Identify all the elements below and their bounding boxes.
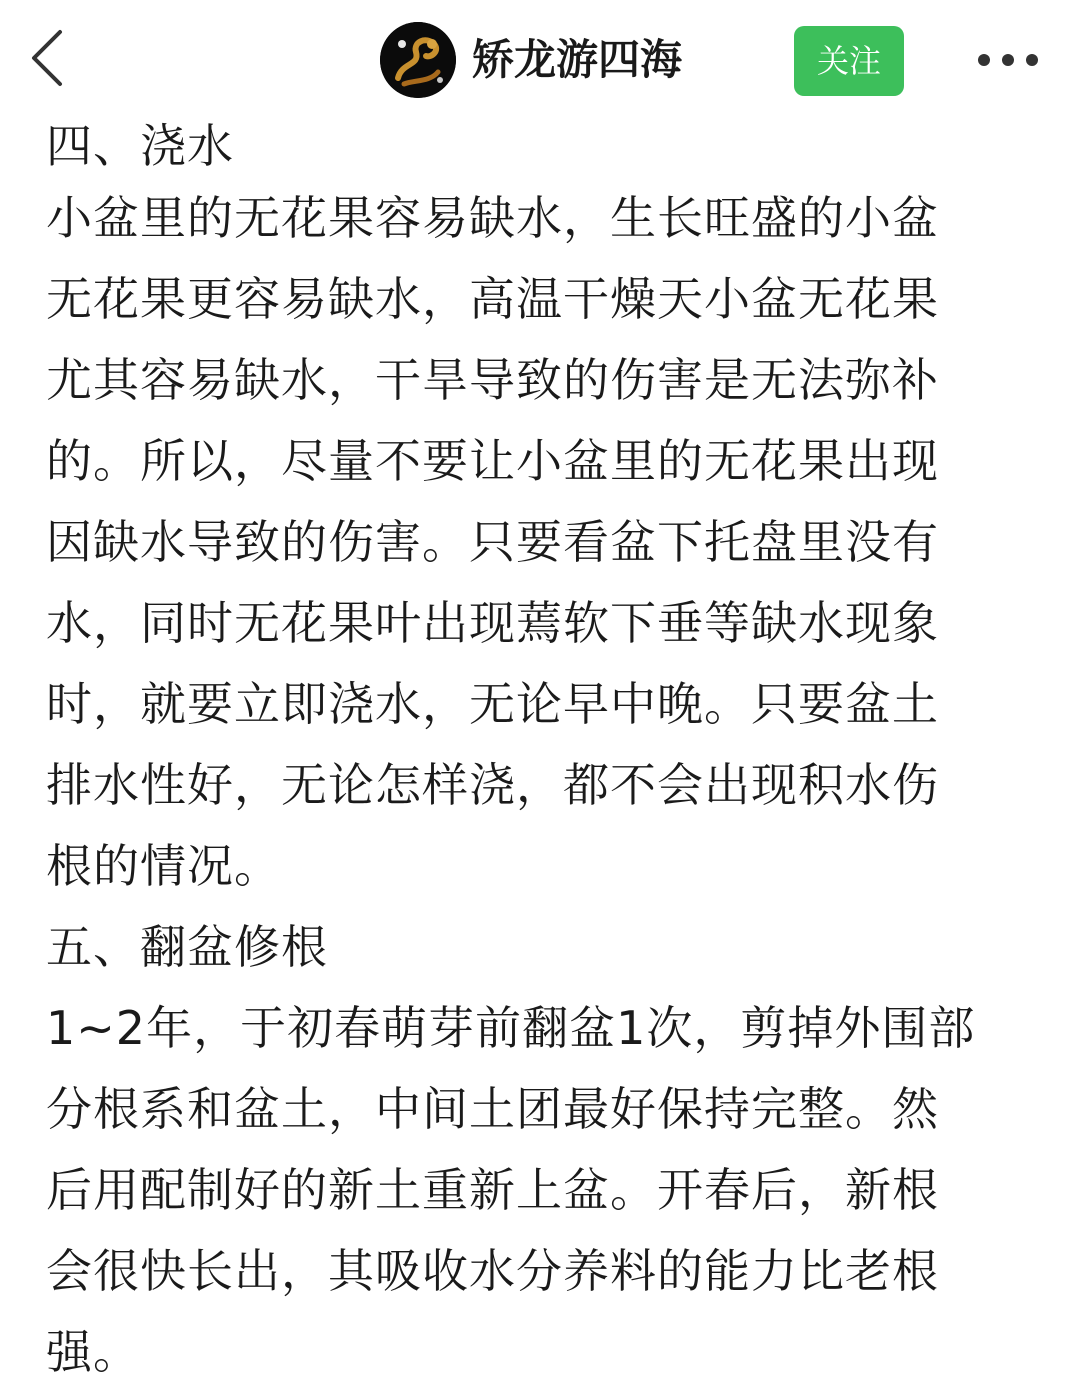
more-button[interactable]: [970, 40, 1046, 80]
top-bar: [0, 0, 1080, 118]
dragon-avatar-icon: [380, 22, 456, 98]
article-text-line: 水，同时无花果叶出现蔫软下垂等缺水现象: [46, 596, 939, 650]
article-text-line: 时，就要立即浇水，无论早中晚。只要盆土: [46, 677, 939, 731]
article-text-line: 的。所以，尽量不要让小盆里的无花果出现: [46, 434, 939, 488]
article-text-line: 后用配制好的新土重新上盆。开春后，新根: [46, 1163, 939, 1217]
article-text-line: 尤其容易缺水，干旱导致的伤害是无法弥补: [46, 353, 939, 407]
account-name[interactable]: 矫龙游四海: [472, 35, 683, 84]
article-text-line: 1~2年，于初春萌芽前翻盆1次，剪掉外围部: [46, 1001, 976, 1055]
article-text-line: 因缺水导致的伤害。只要看盆下托盘里没有: [46, 515, 939, 569]
section-heading-repotting: 五、翻盆修根: [46, 920, 328, 974]
article-text-line: 无花果更容易缺水，高温干燥天小盆无花果: [46, 272, 939, 326]
back-button[interactable]: [22, 26, 78, 90]
avatar[interactable]: [380, 22, 456, 98]
section-heading-watering: 四、浇水: [46, 119, 234, 173]
article-body: [46, 118, 1036, 1393]
chevron-left-icon: [22, 26, 78, 90]
article-text-line: 分根系和盆土，中间土团最好保持完整。然: [46, 1082, 939, 1136]
article-text-line: 小盆里的无花果容易缺水，生长旺盛的小盆: [46, 191, 939, 245]
article-text-line: 强。: [46, 1325, 140, 1379]
article-text-line: 根的情况。: [46, 839, 281, 893]
article-text-line: 排水性好，无论怎样浇，都不会出现积水伤: [46, 758, 939, 812]
more-dots-icon: [970, 40, 1046, 80]
article-text-line: 会很快长出，其吸收水分养料的能力比老根: [46, 1244, 939, 1298]
follow-button[interactable]: 关注: [794, 26, 904, 96]
